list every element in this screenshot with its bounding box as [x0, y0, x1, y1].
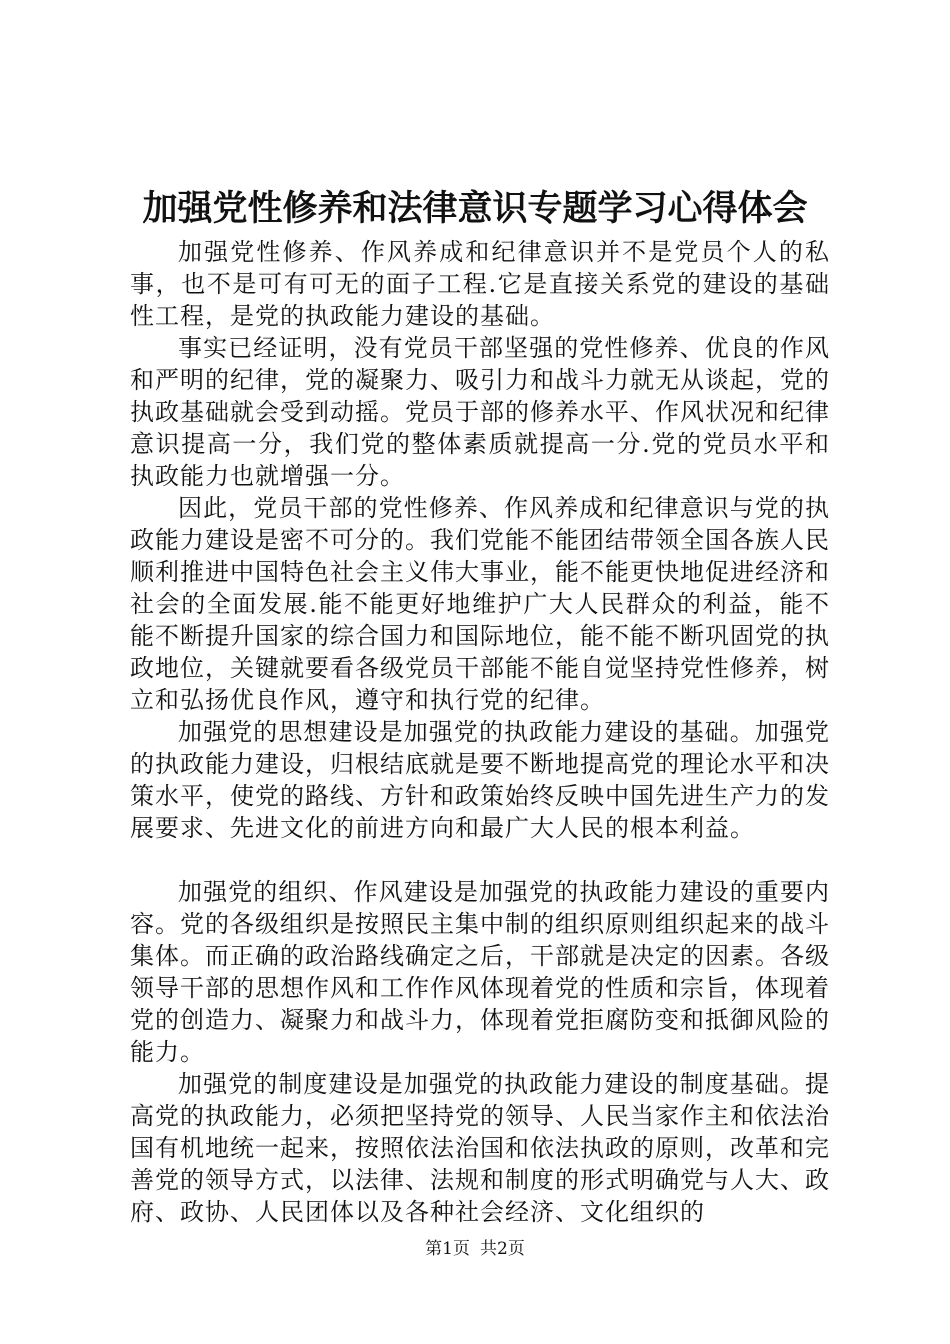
paragraph-3: 因此，党员干部的党性修养、作风养成和纪律意识与党的执政能力建设是密不可分的。我们党能不能团结带领全国各族人民顺利推进中国特色社会主义伟大事业，能不能更快地促进经济和社会的全面发展.能不能更好地维护广大人民群众的利益，能不能不断提升国家的综合国力和国际地位，能不能不断巩固党的执政地位，关键就要看各级党员干部能不能自觉坚持党性修养，树立和弘扬优良作风，遵守和执行党的纪律。	[130, 494, 830, 714]
document-title: 加强党性修养和法律意识专题学习心得体会	[142, 188, 808, 229]
page-footer	[0, 1237, 950, 1261]
paragraph-5: 加强党的组织、作风建设是加强党的执政能力建设的重要内容。党的各级组织是按照民主集中制的组织原则组织起来的战斗集体。而正确的政治路线确定之后，干部就是决定的因素。各级领导干部的思想作风和工作作风体现着党的性质和宗旨，体现着党的创造力、凝聚力和战斗力，体现着党拒腐防变和抵御风险的能力。	[130, 878, 830, 1066]
paragraph-1: 加强党性修养、作风养成和纪律意识并不是党员个人的私事，也不是可有可无的面子工程.它是直接关系党的建设的基础性工程，是党的执政能力建设的基础。	[130, 238, 830, 330]
paragraph-4: 加强党的思想建设是加强党的执政能力建设的基础。加强党的执政能力建设，归根结底就是要不断地提高党的理论水平和决策水平，使党的路线、方针和政策始终反映中国先进生产力的发展要求、先进文化的前进方向和最广大人民的根本利益。	[130, 718, 830, 842]
page-number-total: 共2页	[480, 1239, 525, 1259]
page-number-current: 第1页	[425, 1239, 470, 1259]
paragraph-2: 事实已经证明，没有党员干部坚强的党性修养、优良的作风和严明的纪律，党的凝聚力、吸引力和战斗力就无从谈起，党的执政基础就会受到动摇。党员于部的修养水平、作风状况和纪律意识提高一分，我们党的整体素质就提高一分.党的党员水平和执政能力也就增强一分。	[130, 334, 830, 490]
document-body	[130, 236, 830, 1228]
paragraph-6: 加强党的制度建设是加强党的执政能力建设的制度基础。提高党的执政能力，必须把坚持党的领导、人民当家作主和依法治国有机地统一起来，按照依法治国和依法执政的原则，改革和完善党的领导方式，以法律、法规和制度的形式明确党与人大、政府、政协、人民团体以及各种社会经济、文化组织的	[130, 1070, 830, 1226]
